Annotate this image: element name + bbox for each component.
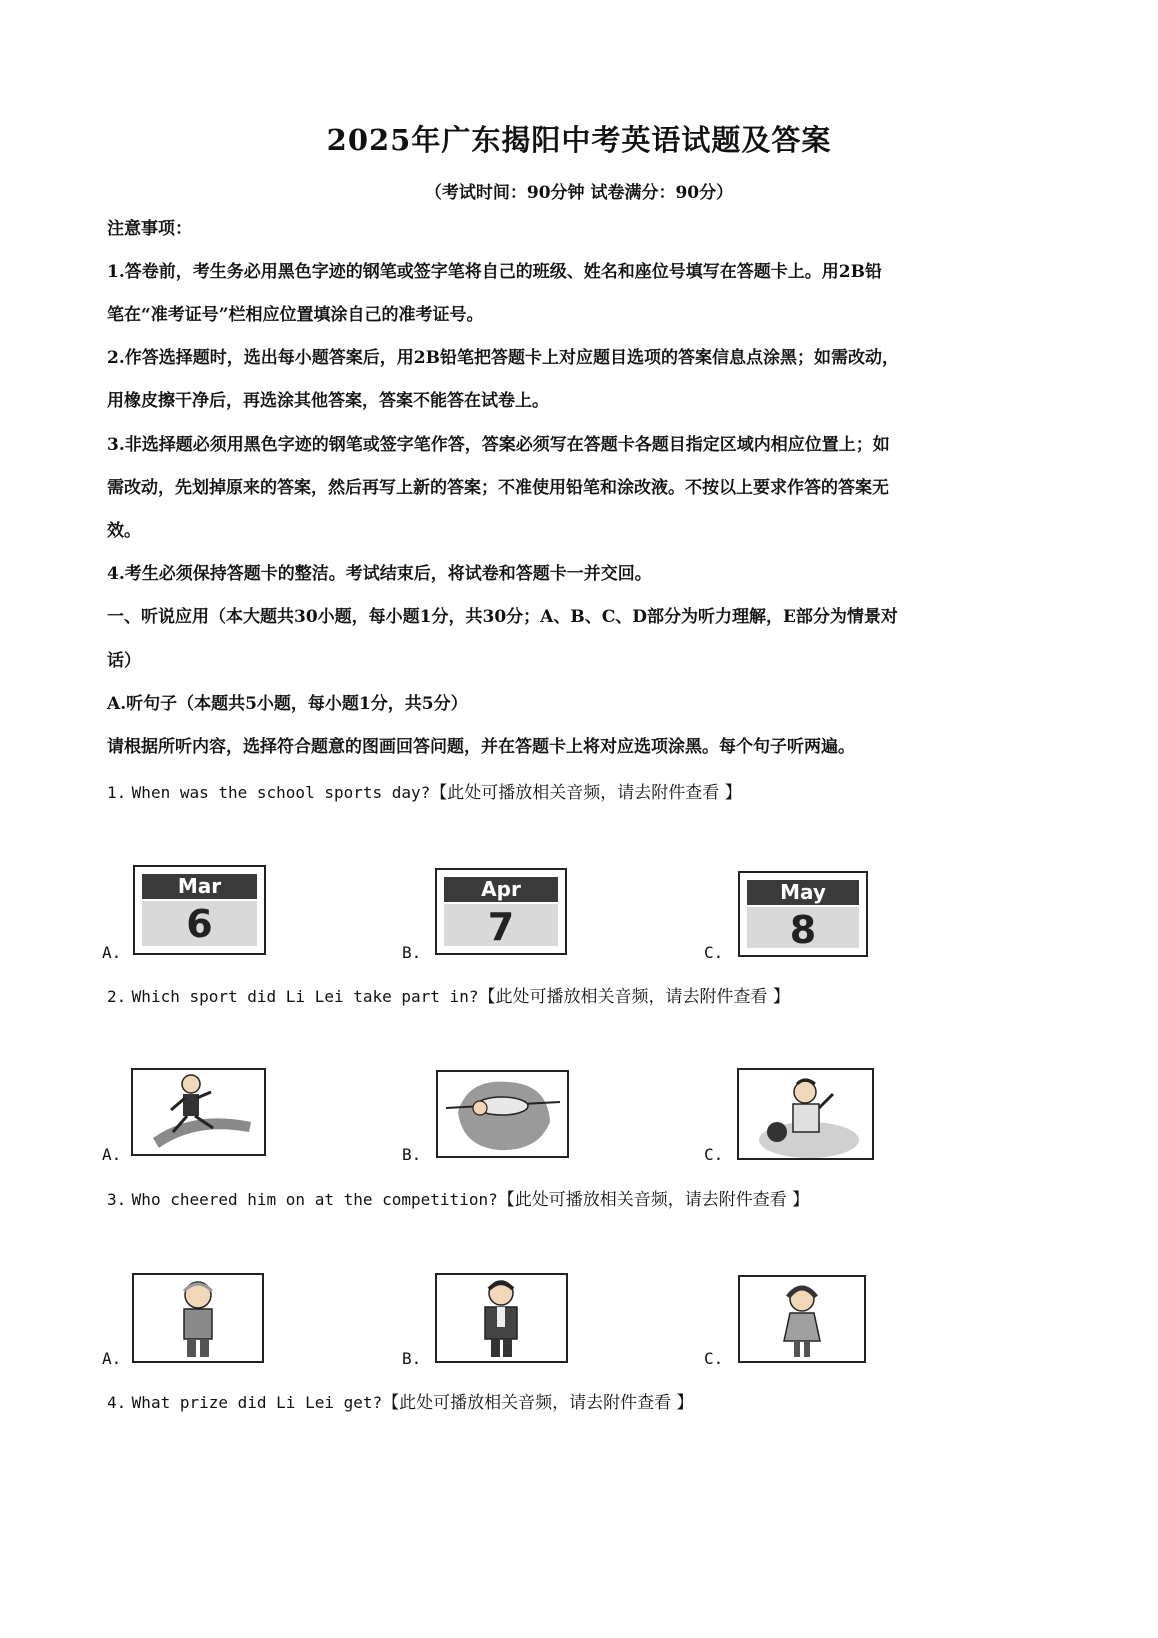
audio-link[interactable]: 【此处可播放相关音频，请去附件查看 】 [497,1190,810,1210]
option-label-b: B. [402,1349,422,1368]
calendar-image-a[interactable] [133,865,266,955]
question-number: 3. [107,1190,127,1209]
notice-heading: 注意事项： [107,219,192,239]
runner-icon [133,1070,264,1154]
calendar-day: 7 [444,904,558,946]
note-line: 效。 [107,521,141,541]
instruction: 请根据所听内容，选择符合题意的图画回答问题，并在答题卡上将对应选项涂黑。每个句子听两遍。 [107,737,855,757]
question-4 [107,1388,694,1413]
page-subtitle: （考试时间：90分钟 试卷满分：90分） [424,183,734,203]
option-label-a: A. [102,1145,122,1164]
calendar-day: 6 [142,901,257,946]
note-line: 需改动，先划掉原来的答案，然后再写上新的答案；不准使用铅笔和涂改液。不按以上要求作答的答案无 [107,478,889,498]
page-title: 2025年广东揭阳中考英语试题及答案 [326,123,832,157]
sport-image-a[interactable] [131,1068,266,1156]
note-line: 3.非选择题必须用黑色字迹的钢笔或签字笔作答，答案必须写在答题卡各题目指定区域内相应位置上；如 [107,435,890,455]
section-heading: 一、听说应用（本大题共30小题，每小题1分，共30分；A、B、C、D部分为听力理解，E部分为情景对 [107,607,898,627]
audio-link[interactable]: 【此处可播放相关音频，请去附件查看 】 [430,783,742,803]
option-label-b: B. [402,943,422,962]
calendar-image-b[interactable] [435,868,567,955]
calendar-month: Mar [142,874,257,899]
option-label-c: C. [704,1349,724,1368]
question-1 [107,778,742,803]
option-label-c: C. [704,943,724,962]
calendar-image-c[interactable] [738,871,868,957]
option-label-a: A. [102,1349,122,1368]
sport-image-c[interactable] [737,1068,874,1160]
question-text: Who cheered him on at the competition? [131,1190,498,1209]
sport-image-b[interactable] [436,1070,569,1158]
part-a-heading: A.听句子（本题共5小题，每小题1分，共5分） [107,694,468,714]
note-line: 1.答卷前，考生务必用黑色字迹的钢笔或签字笔将自己的班级、姓名和座位号填写在答题卡上。用2B铅 [107,262,882,282]
question-3 [107,1185,809,1210]
teacher-icon [437,1275,566,1361]
calendar-month: May [747,880,859,905]
note-line: 2.作答选择题时，选出每小题答案后，用2B铅笔把答题卡上对应题目选项的答案信息点涂黑；如需改动， [107,348,899,368]
note-line: 用橡皮擦干净后，再选涂其他答案，答案不能答在试卷上。 [107,391,549,411]
calendar-month: Apr [444,877,558,902]
question-text: What prize did Li Lei get? [131,1393,383,1412]
option-label-a: A. [102,943,122,962]
person-image-b[interactable] [435,1273,568,1363]
audio-link[interactable]: 【此处可播放相关音频，请去附件查看 】 [478,987,790,1007]
option-label-b: B. [402,1145,422,1164]
girl-icon [740,1277,864,1361]
ping-pong-player-icon [739,1070,872,1158]
note-line: 4.考生必须保持答题卡的整洁。考试结束后，将试卷和答题卡一并交回。 [107,564,652,584]
question-number: 2. [107,987,127,1006]
question-number: 4. [107,1393,127,1412]
note-line: 笔在“准考证号”栏相应位置填涂自己的准考证号。 [107,305,484,325]
question-2 [107,982,790,1007]
high-jump-icon [438,1072,567,1156]
person-image-c[interactable] [738,1275,866,1363]
person-image-a[interactable] [132,1273,264,1363]
calendar-day: 8 [747,907,859,948]
question-text: When was the school sports day? [131,783,431,802]
audio-link[interactable]: 【此处可播放相关音频，请去附件查看 】 [382,1393,694,1413]
question-text: Which sport did Li Lei take part in? [131,987,479,1006]
question-number: 1. [107,783,127,802]
grandpa-icon [134,1275,262,1361]
option-label-c: C. [704,1145,724,1164]
section-heading: 话） [107,651,141,671]
